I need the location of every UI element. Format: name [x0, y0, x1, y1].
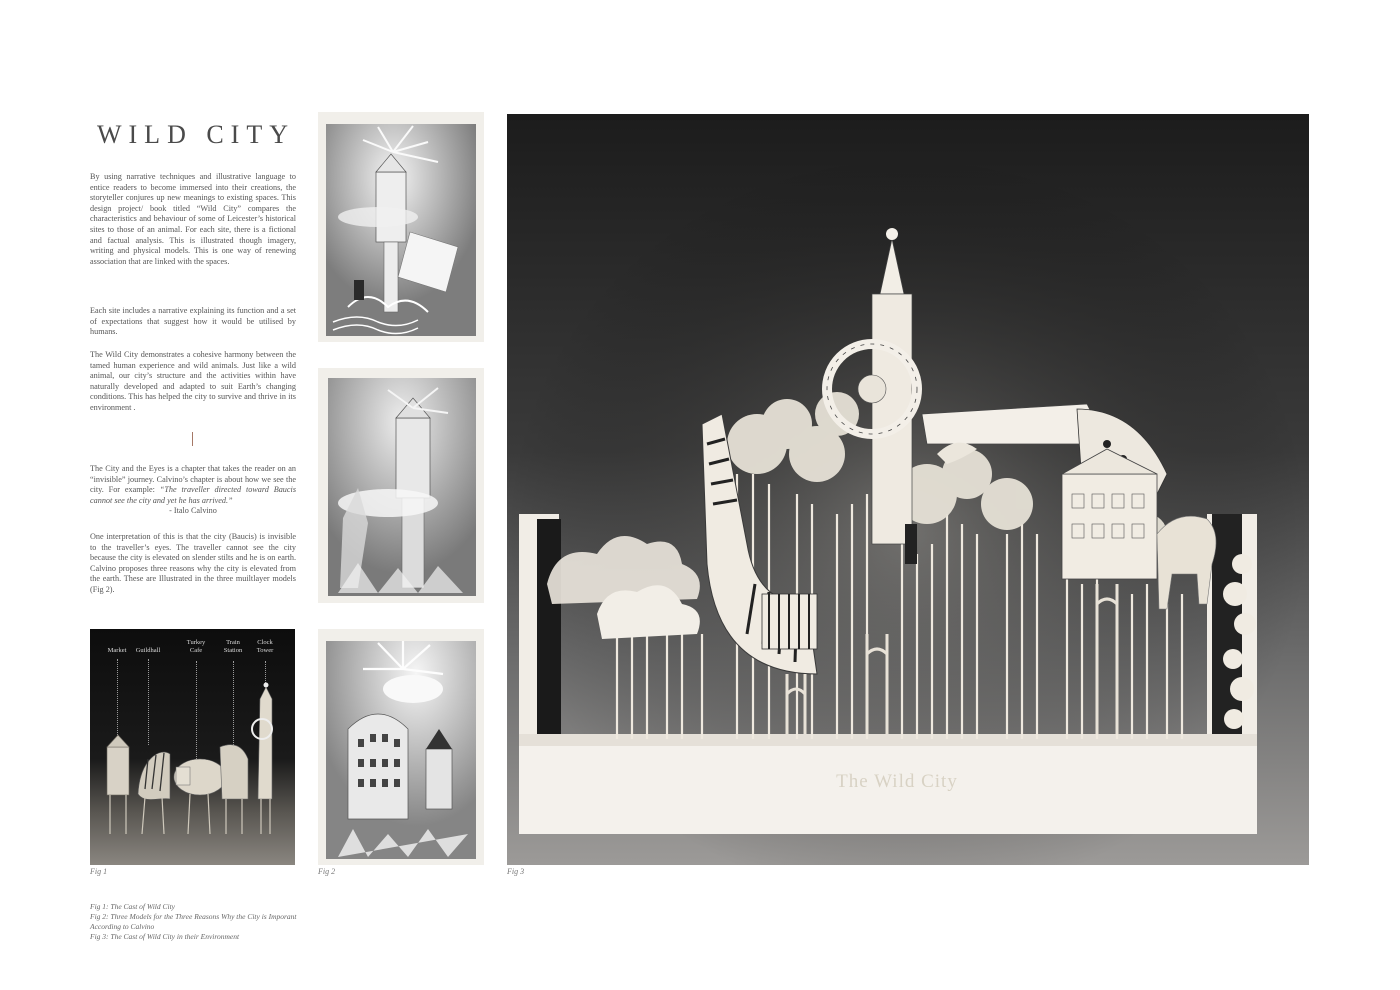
- intro-paragraph: By using narrative techniques and illustrative language to entice readers to become immersed into their creations, the storyteller conjures up new meanings to existing spaces. This design project/ book titled “Wild City” compares the characteristics and behaviour of some of Leicester’s historical sites to those of an animal. For each site, there is a fictional and factual analysis. This is illustrated though imagery, writing and physical models. This is one way of renewing association that are linked with the spaces.: [90, 172, 296, 266]
- harmony-paragraph: The Wild City demonstrates a cohesive harmony between the tamed human experience and wild animals. Just like a wild animal, our city’s structure and the activities within have naturally developed and adapted to suit Earth’s changing conditions. This has helped the city to survive and thrive in its environment .: [90, 350, 296, 412]
- caption-fig2: Fig 2: Three Models for the Three Reasons Why the City is Imporant According to Calvino: [90, 912, 297, 931]
- model-2-illustration: [318, 368, 484, 603]
- fig2-label: Fig 2: [318, 867, 336, 876]
- narrative-paragraph: Each site includes a narrative explaining its function and a set of expectations that suggest how it would be utilised by humans.: [90, 306, 296, 337]
- label-clock-tower: Clock Tower: [256, 639, 274, 654]
- caption-fig1: Fig 1: The Cast of Wild City: [90, 902, 176, 911]
- calvino-attribution: - Italo Calvino: [169, 506, 217, 516]
- fig2-model-3-photo: [318, 629, 484, 865]
- model-3-illustration: [318, 629, 484, 865]
- caption-fig3: Fig 3: The Cast of Wild City in their Environment: [90, 932, 240, 941]
- interpretation-paragraph: One interpretation of this is that the city (Baucis) is invisible to the traveller’s eyes. The traveller cannot see the city because the city is elevated on slender stilts and he is on earth. Calvino proposes three reasons why the city is elevated from the earth. These are Illustrated in the three muiltlayer models (Fig 2).: [90, 532, 296, 594]
- calvino-quote: “The traveller directed toward Baucis cannot see the city and yet he has arrived.”: [90, 485, 297, 505]
- calvino-intro: The City and the Eyes is a chapter that takes the reader on an “invisible” journey. Calvino’s chapter is about how we see the city. For example:: [90, 464, 296, 495]
- fig3-wild-city-model-photo: [507, 114, 1309, 865]
- calvino-paragraph: [90, 464, 296, 517]
- page-title: WILD CITY: [96, 120, 295, 149]
- section-divider: [192, 432, 193, 446]
- label-turkey-cafe: Turkey Cafe: [186, 639, 206, 654]
- cast-models-illustration: [90, 629, 295, 865]
- fig3-label: Fig 3: [507, 867, 525, 876]
- model-1-illustration: [318, 112, 484, 342]
- fig2-model-2-photo: [318, 368, 484, 603]
- fig2-model-1-photo: [318, 112, 484, 342]
- fig1-cast-photo: [90, 629, 295, 865]
- label-market: Market: [107, 647, 127, 654]
- label-train-station: Train Station: [223, 639, 243, 654]
- model-engraving: The Wild City: [836, 771, 958, 792]
- figure-captions: [90, 902, 300, 942]
- fig1-label: Fig 1: [90, 867, 108, 876]
- label-guildhall: Guildhall: [135, 647, 161, 654]
- wild-city-model-illustration: [507, 114, 1309, 865]
